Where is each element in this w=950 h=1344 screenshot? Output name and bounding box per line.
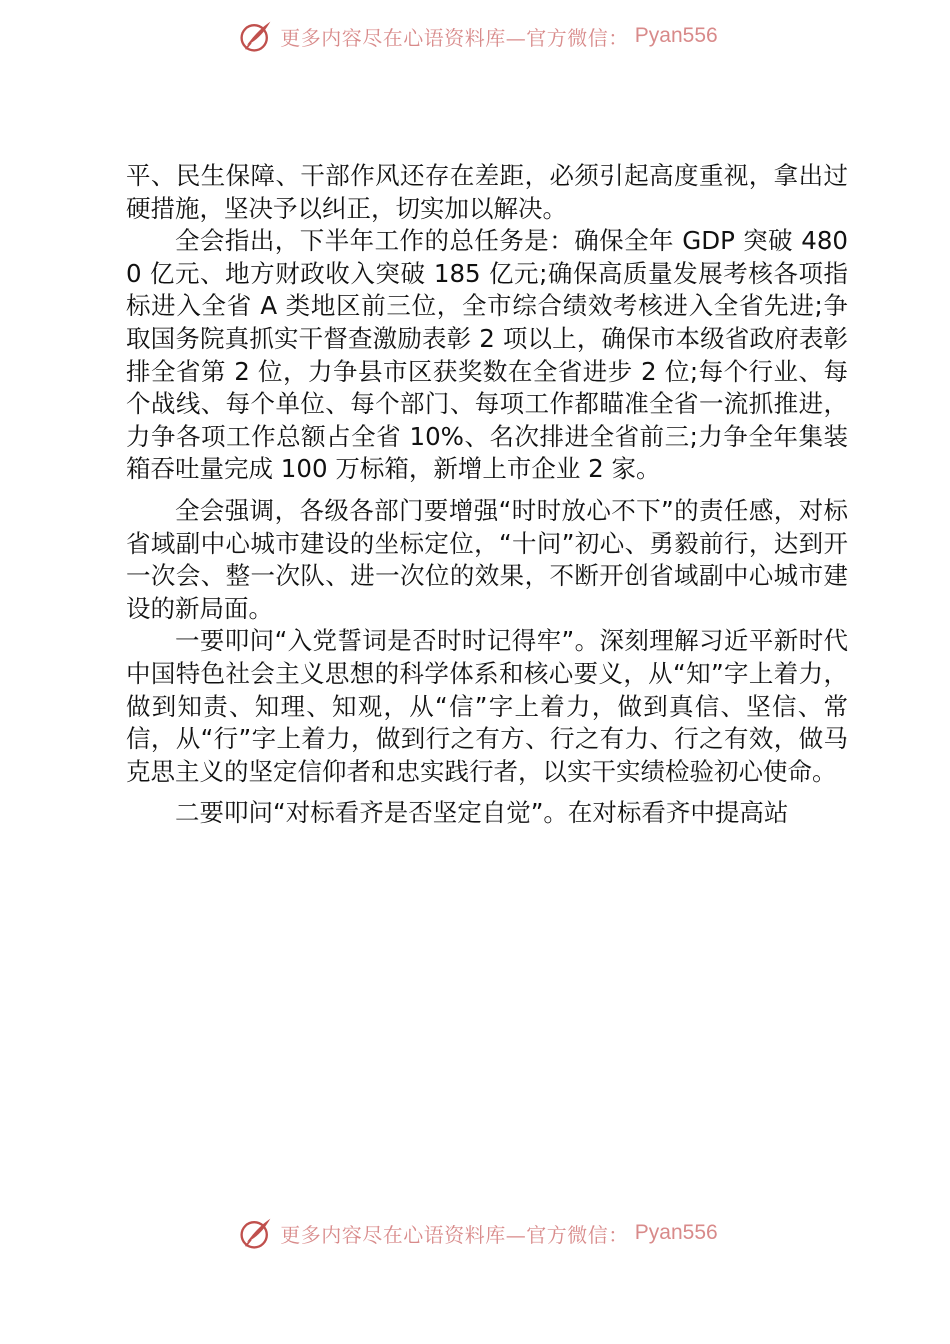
paragraph-4: 一要叩问“入党誓词是否时时记得牢”。深刻理解习近平新时代中国特色社会主义思想的科学体系和核心要义，从“知”字上着力，做到知责、知理、知观，从“信”字上着力，做到真信、坚信、常信，从“行”字上着力，做到行之有方、行之有力、行之有效，做马克思主义的坚定信仰者和忠实践行者，以实干实绩检验初心使命。 bbox=[126, 626, 848, 786]
watermark-wechat-id: Pyan556 bbox=[634, 1221, 718, 1244]
watermark-wechat-id: Pyan556 bbox=[634, 24, 718, 47]
document-body bbox=[126, 160, 848, 830]
paragraph-spacer bbox=[126, 788, 848, 797]
paragraph-3: 全会强调，各级各部门要增强“时时放心不下”的责任感，对标省域副中心城市建设的坐标定位，“十问”初心、勇毅前行，达到开一次会、整一次队、进一次位的效果，不断开创省域副中心城市建设的新局面。 bbox=[126, 495, 848, 623]
header-watermark bbox=[0, 14, 950, 58]
paragraph-1: 平、民生保障、干部作风还存在差距，必须引起高度重视，拿出过硬措施，坚决予以纠正，切实加以解决。 bbox=[126, 161, 848, 223]
paragraph-5: 二要叩问“对标看齐是否坚定自觉”。在对标看齐中提高站 bbox=[175, 798, 789, 828]
quill-circle-logo-icon bbox=[238, 18, 274, 54]
quill-circle-logo-icon bbox=[238, 1215, 274, 1251]
watermark-text: 更多内容尽在心语资料库—官方微信： bbox=[280, 1222, 629, 1247]
footer-watermark bbox=[0, 1211, 950, 1255]
watermark-text: 更多内容尽在心语资料库—官方微信： bbox=[280, 25, 629, 50]
paragraph-2: 全会指出，下半年工作的总任务是：确保全年 GDP 突破 4800 亿元、地方财政收入突破 185 亿元;确保高质量发展考核各项指标进入全省 A 类地区前三位，全市综合绩效考核进入全省先进;争取国务院真抓实干督查激励表彰 2 项以上，确保市本级省政府表彰排全省第 2 位，力争县市区获奖数在全省进步 2 位;每个行业、每个战线、每个单位、每个部门、每项工作都瞄准全省一流抓推进，力争各项工作总额占全省 10%、名次排进全省前三;力争全年集装箱吞吐量完成 100 万标箱，新增上市企业 2 家。 bbox=[126, 226, 848, 484]
paragraph-spacer bbox=[126, 486, 848, 495]
